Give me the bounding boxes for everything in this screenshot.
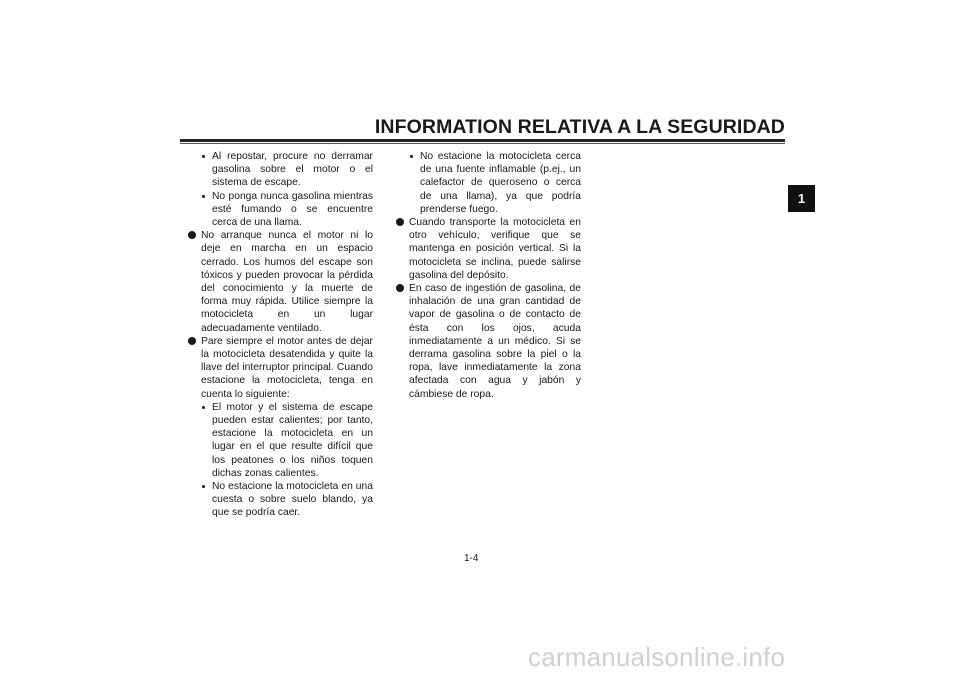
sub-bullet-icon <box>202 195 205 198</box>
list-item: Pare siempre el motor antes de dejar la motocicleta desatendida y quite la llave del interruptor principal. Cuando estacione la motocicleta, tenga en cuenta lo siguiente: <box>187 335 373 401</box>
left-column <box>187 150 373 520</box>
bullet-icon <box>188 337 196 345</box>
right-column <box>395 150 581 401</box>
page-title: INFORMATION RELATIVA A LA SEGURIDAD <box>374 115 785 138</box>
bullet-icon <box>396 218 404 226</box>
sub-bullet-icon <box>410 155 413 158</box>
list-item: No arranque nunca el motor ni lo deje en marcha en un espacio cerrado. Los humos del escape son tóxicos y pueden provocar la pérdida del conocimiento y la muerte de forma muy rápida. Utilice siempre la motocicleta en un lugar adecuadamente ventilado. <box>187 229 373 335</box>
header-rule <box>180 139 785 142</box>
page-number: 1-4 <box>464 553 479 564</box>
list-item: No estacione la motocicleta en una cuesta o sobre suelo blando, ya que se podría caer. <box>187 480 373 520</box>
watermark: carmanualsonline.info <box>528 642 786 672</box>
list-item: En caso de ingestión de gasolina, de inhalación de una gran cantidad de vapor de gasolina o de contacto de ésta con los ojos, acuda inmediatamente a un médico. Si se derrama gasolina sobre la piel o la ropa, lave inmediatamente la zona afectada con agua y jabón y cámbiese de ropa. <box>395 282 581 401</box>
list-item: El motor y el sistema de escape pueden estar calientes; por tanto, estacione la motocicleta en un lugar en el que resulte difícil que los peatones o los niños toquen dichas zonas calientes. <box>187 401 373 480</box>
sub-bullet-icon <box>202 155 205 158</box>
sub-bullet-icon <box>202 406 205 409</box>
list-item: Cuando transporte la motocicleta en otro vehículo, verifique que se mantenga en posición vertical. Si la motocicleta se inclina, puede salirse gasolina del depósito. <box>395 216 581 282</box>
header-rule-thin <box>180 143 785 144</box>
bullet-icon <box>396 284 404 292</box>
list-item: No ponga nunca gasolina mientras esté fumando o se encuentre cerca de una llama. <box>187 190 373 230</box>
chapter-tab: 1 <box>788 185 815 212</box>
page-header <box>374 114 785 140</box>
list-item: Al repostar, procure no derramar gasolina sobre el motor o el sistema de escape. <box>187 150 373 190</box>
bullet-icon <box>188 231 196 239</box>
sub-bullet-icon <box>202 485 205 488</box>
list-item: No estacione la motocicleta cerca de una fuente inflamable (p.ej., un calefactor de queroseno o cerca de una llama), ya que podría prenderse fuego. <box>395 150 581 216</box>
